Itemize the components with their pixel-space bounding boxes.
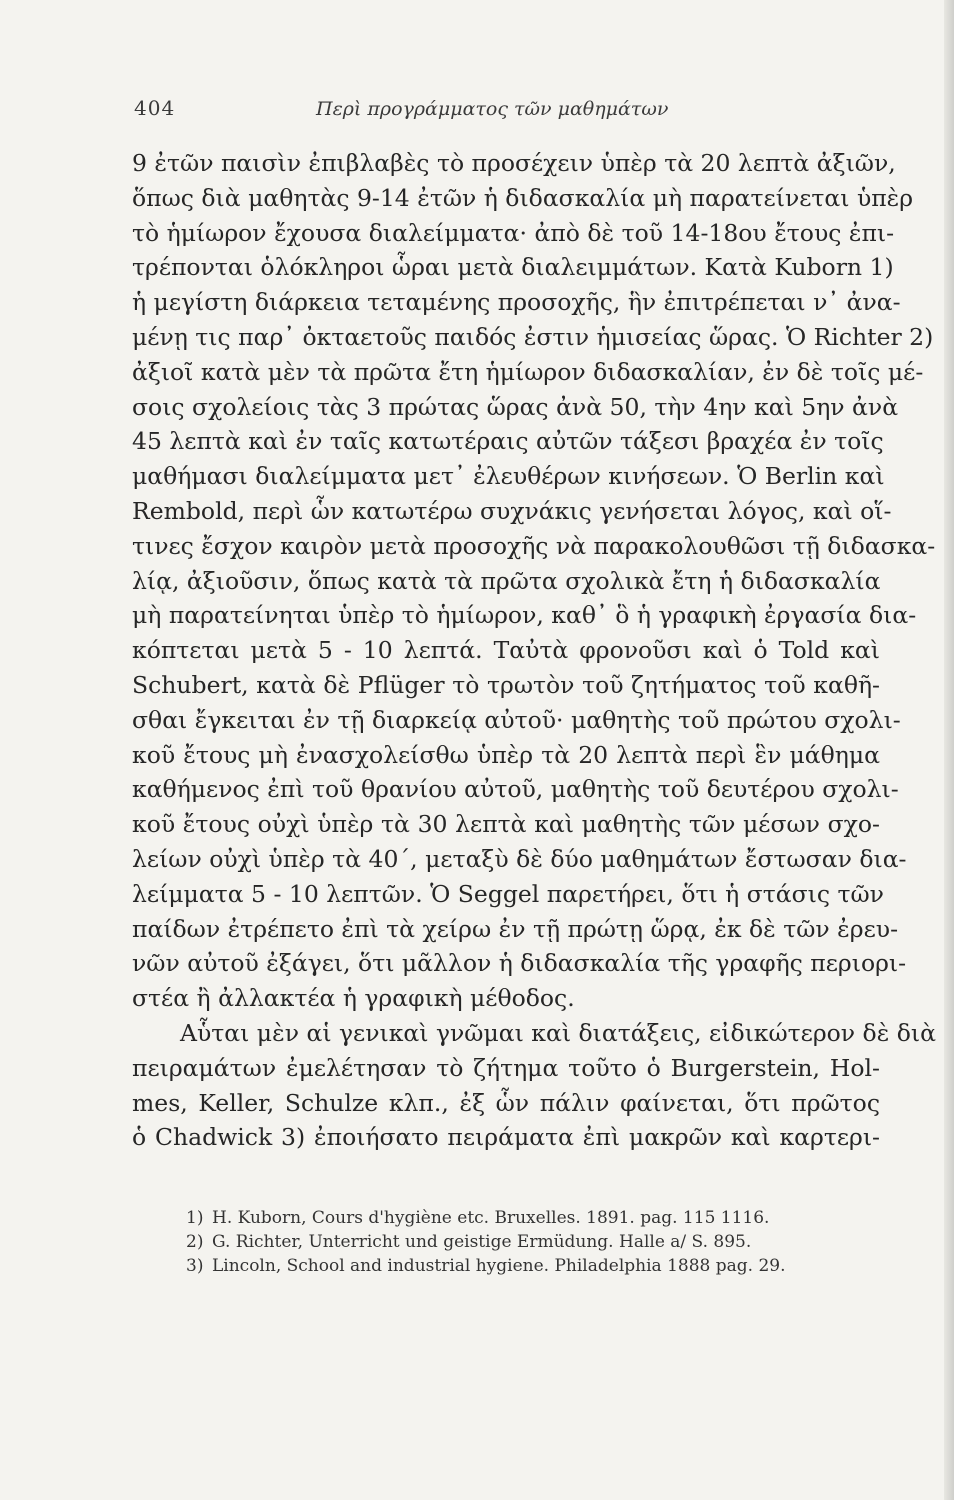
text-line: 45 λεπτὰ καὶ ἐν ταῖς κατωτέραις αὐτῶν τάξεσι βραχέα ἐν τοῖς xyxy=(132,427,884,456)
footnotes xyxy=(186,1206,882,1278)
text-line: σθαι ἔγκειται ἐν τῇ διαρκείᾳ αὐτοῦ· μαθητὴς τοῦ πρώτου σχολι- xyxy=(132,705,901,734)
text-line: λίᾳ, ἀξιοῦσιν, ὅπως κατὰ τὰ πρῶτα σχολικὰ ἔτη ἡ διδασκαλία xyxy=(132,566,881,595)
text-line: παίδων ἐτρέπετο ἐπὶ τὰ χείρω ἐν τῇ πρώτῃ ὥρᾳ, ἐκ δὲ τῶν ἐρευ- xyxy=(132,914,899,943)
text-line: τὸ ἡμίωρον ἔχουσα διαλείμματα· ἀπὸ δὲ τοῦ 14-18ου ἔτους ἐπι- xyxy=(132,218,895,247)
text-line: κοῦ ἔτους μὴ ἐνασχολείσθω ὑπὲρ τὰ 20 λεπτὰ περὶ ἓν μάθημα xyxy=(132,740,880,769)
footnote xyxy=(186,1254,882,1278)
text-line: λείμματα 5 - 10 λεπτῶν. Ὁ Seggel παρετήρει, ὅτι ἡ στάσις τῶν xyxy=(132,879,884,908)
text-line: Rembold, περὶ ὧν κατωτέρω συχνάκις γενήσεται λόγος, καὶ οἵ- xyxy=(132,496,892,525)
paragraph-2 xyxy=(132,1016,937,1155)
text-line: κοῦ ἔτους οὐχὶ ὑπὲρ τὰ 30 λεπτὰ καὶ μαθητὴς τῶν μέσων σχο- xyxy=(132,810,880,839)
text-line: ὁ Chadwick 3) ἐποιήσατο πειράματα ἐπὶ μακρῶν καὶ καρτερι- xyxy=(132,1123,880,1152)
text-line: Schubert, κατὰ δὲ Pflüger τὸ τρωτὸν τοῦ ζητήματος τοῦ καθῆ- xyxy=(132,670,880,699)
text-line: Αὗται μὲν αἱ γενικαὶ γνῶμαι καὶ διατάξεις, εἰδικώτερον δὲ διὰ xyxy=(180,1018,937,1047)
text-line: mes, Keller, Schulze κλπ., ἐξ ὧν πάλιν φαίνεται, ὅτι πρῶτος xyxy=(132,1088,880,1117)
text-line: κόπτεται μετὰ 5 - 10 λεπτά. Ταὐτὰ φρονοῦσι καὶ ὁ Told καὶ xyxy=(132,636,880,665)
text-line: μένῃ τις παρ᾽ ὀκταετοῦς παιδός ἐστιν ἡμισείας ὥρας. Ὁ Richter 2) xyxy=(132,322,934,351)
text-line: ἡ μεγίστη διάρκεια τεταμένης προσοχῆς, ἣν ἐπιτρέπεται ν᾽ ἀνα- xyxy=(132,288,901,317)
text-line: τινες ἔσχον καιρὸν μετὰ προσοχῆς νὰ παρακολουθῶσι τῇ διδασκα- xyxy=(132,531,936,560)
text-line: λείων οὐχὶ ὑπὲρ τὰ 40΄, μεταξὺ δὲ δύο μαθημάτων ἔστωσαν δια- xyxy=(132,844,907,873)
text-line: νῶν αὐτοῦ ἐξάγει, ὅτι μᾶλλον ἡ διδασκαλία τῆς γραφῆς περιορι- xyxy=(132,949,907,978)
body-text xyxy=(132,146,937,1155)
text-line: στέα ἢ ἀλλακτέα ἡ γραφικὴ μέθοδος. xyxy=(132,984,575,1013)
text-line: μαθήμασι διαλείμματα μετ᾽ ἐλευθέρων κινήσεων. Ὁ Berlin καὶ xyxy=(132,462,885,491)
footnote-mark: 3) xyxy=(186,1256,204,1276)
page-edge xyxy=(944,0,954,1500)
text-line: καθήμενος ἐπὶ τοῦ θρανίου αὐτοῦ, μαθητὴς τοῦ δευτέρου σχολι- xyxy=(132,775,899,804)
running-title: Περὶ προγράμματος τῶν μαθημάτων xyxy=(316,98,669,120)
footnote-mark: 1) xyxy=(186,1208,204,1228)
text-line: πειραμάτων ἐμελέτησαν τὸ ζήτημα τοῦτο ὁ Burgerstein, Hol- xyxy=(132,1053,880,1082)
footnote-text: G. Richter, Unterricht und geistige Ermüdung. Halle a/ S. 895. xyxy=(212,1232,752,1252)
paragraph-1 xyxy=(132,146,936,1016)
text-line: ὅπως διὰ μαθητὰς 9-14 ἐτῶν ἡ διδασκαλία μὴ παρατείνεται ὑπὲρ xyxy=(132,183,914,212)
footnote-mark: 2) xyxy=(186,1232,204,1252)
text-line: ἀξιοῖ κατὰ μὲν τὰ πρῶτα ἔτη ἡμίωρον διδασκαλίαν, ἐν δὲ τοῖς μέ- xyxy=(132,357,924,386)
page-header xyxy=(134,96,874,126)
text-line: 9 ἐτῶν παισὶν ἐπιβλαβὲς τὸ προσέχειν ὑπὲρ τὰ 20 λεπτὰ ἀξιῶν, xyxy=(132,149,896,177)
footnote-text: Lincoln, School and industrial hygiene. Philadelphia 1888 pag. 29. xyxy=(212,1256,786,1276)
text-line: σοις σχολείοις τὰς 3 πρώτας ὥρας ἀνὰ 50, τὴν 4ην καὶ 5ην ἀνὰ xyxy=(132,392,899,421)
text-line: μὴ παρατείνηται ὑπὲρ τὸ ἡμίωρον, καθ᾽ ὃ ἡ γραφικὴ ἐργασία δια- xyxy=(132,601,917,630)
footnote-text: H. Kuborn, Cours d'hygiène etc. Bruxelles. 1891. pag. 115 1116. xyxy=(212,1208,770,1228)
footnote xyxy=(186,1230,882,1254)
text-line: τρέπονται ὁλόκληροι ὧραι μετὰ διαλειμμάτων. Κατὰ Kuborn 1) xyxy=(132,253,894,282)
footnote xyxy=(186,1206,882,1230)
page-number: 404 xyxy=(134,96,176,120)
